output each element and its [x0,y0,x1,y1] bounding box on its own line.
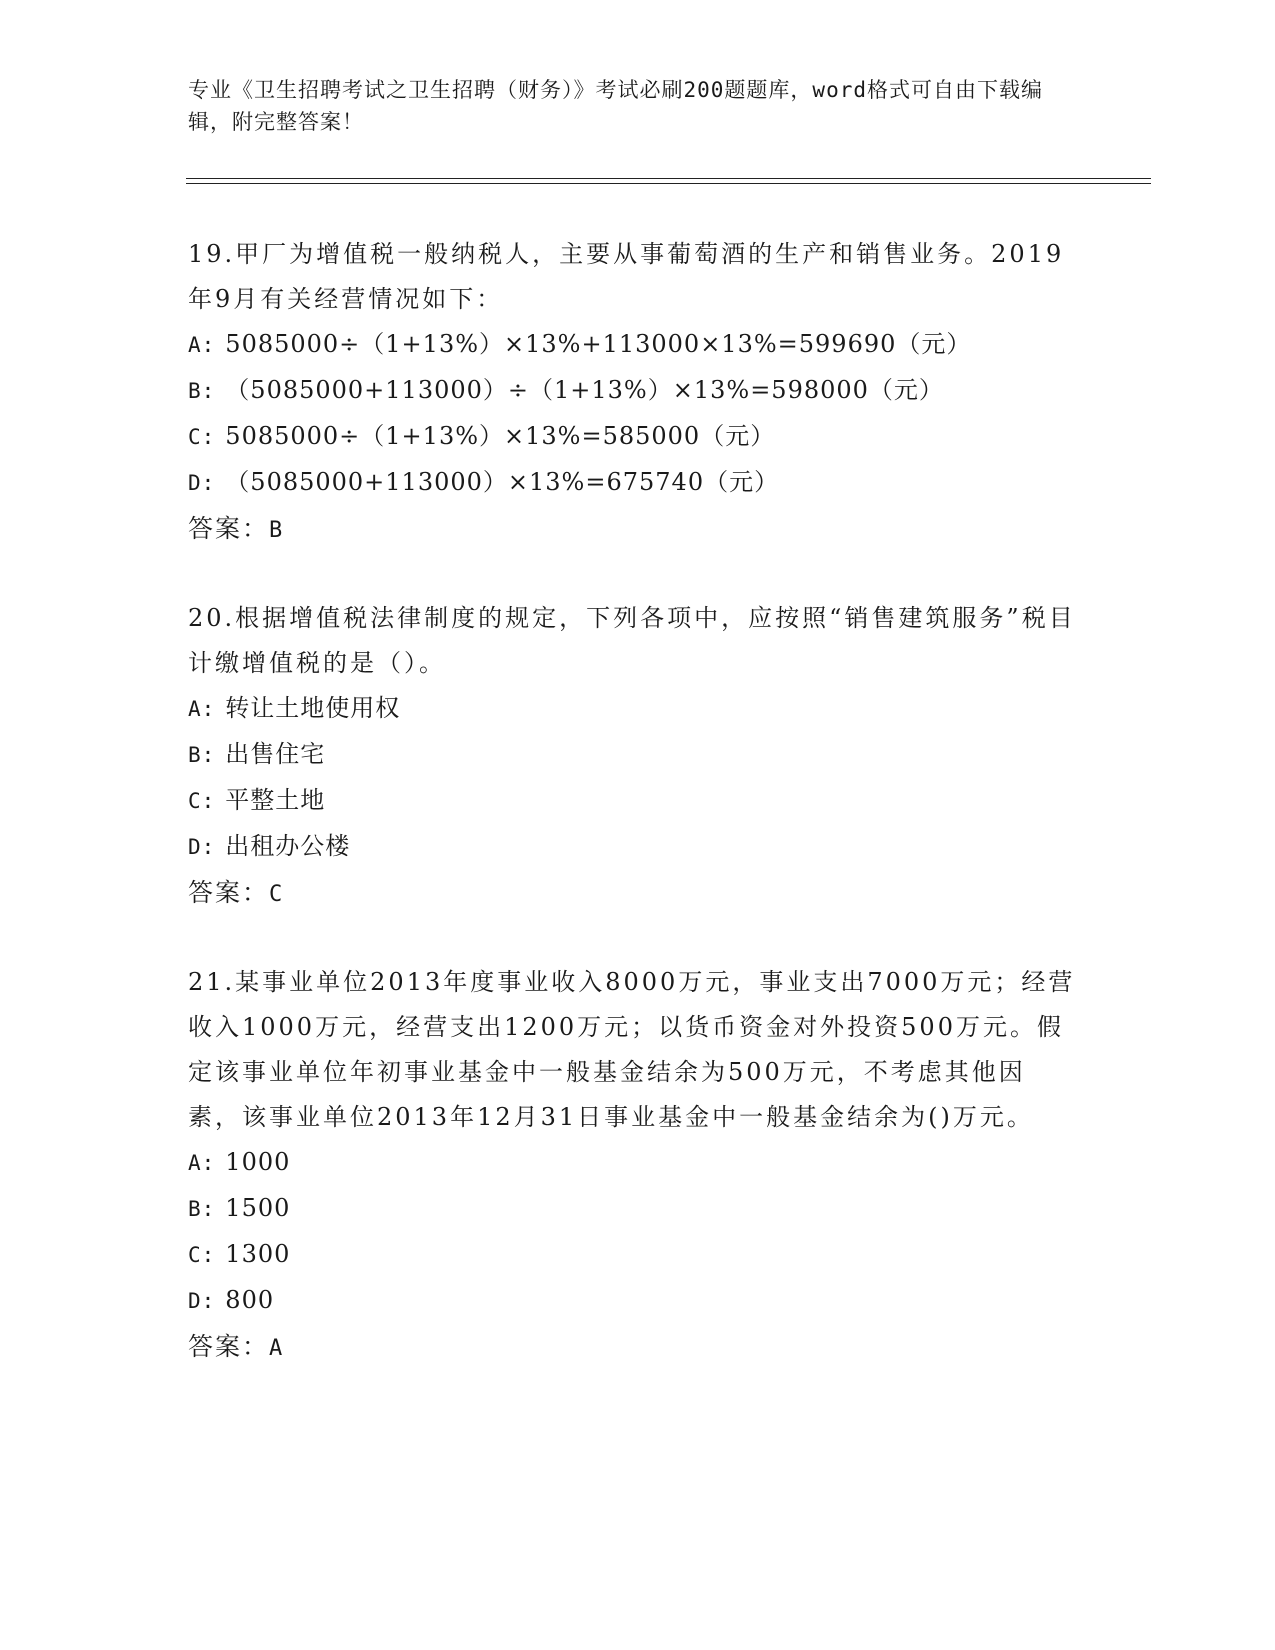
question-stem: 19.甲厂为增值税一般纳税人，主要从事葡萄酒的生产和销售业务。2019年9月有关经营情况如下： [188,240,1065,313]
header-divider-bottom [186,183,1151,184]
option-text: 出售住宅 [225,740,326,768]
answer-line [188,506,1078,553]
option-d [188,1278,1078,1324]
question-stem: 20.根据增值税法律制度的规定，下列各项中，应按照“销售建筑服务”税目计缴增值税的是（）。 [188,604,1076,677]
option-d [188,460,1078,506]
question-21 [188,960,1078,1371]
option-a [188,1140,1078,1186]
option-c [188,778,1078,824]
answer-label: 答案： [188,1332,270,1361]
option-b [188,732,1078,778]
option-a [188,322,1078,368]
answer-line [188,1324,1078,1371]
option-letter: D: [188,1289,216,1313]
option-a [188,686,1078,732]
option-letter: A: [188,333,216,357]
option-text: 1500 [225,1194,291,1222]
answer-value: B [269,518,285,543]
option-d [188,824,1078,870]
option-letter: A: [188,1151,216,1175]
option-letter: B: [188,743,216,767]
option-text: （5085000+113000）×13%=675740（元） [225,468,780,496]
answer-value: A [269,1336,285,1361]
option-text: （5085000+113000）÷（1+13%）×13%=598000（元） [225,376,944,404]
option-b [188,1186,1078,1232]
option-letter: B: [188,1197,216,1221]
question-19 [188,232,1078,553]
question-stem: 21.某事业单位2013年度事业收入8000万元，事业支出7000万元；经营收入1000万元，经营支出1200万元；以货币资金对外投资500万元。假定该事业单位年初事业基金中一般基金结余为500万元，不考虑其他因素，该事业单位2013年12月31日事业基金中一般基金结余为()万元。 [188,968,1076,1131]
option-c [188,1232,1078,1278]
option-text: 平整土地 [225,786,326,814]
option-letter: D: [188,835,216,859]
option-text: 出租办公楼 [225,832,351,860]
option-letter: B: [188,379,216,403]
answer-label: 答案： [188,514,270,543]
option-letter: C: [188,425,216,449]
option-b [188,368,1078,414]
answer-label: 答案： [188,878,270,907]
option-letter: C: [188,789,216,813]
option-text: 5085000÷（1+13%）×13%+113000×13%=599690（元） [225,330,972,358]
answer-value: C [269,882,285,907]
option-text: 5085000÷（1+13%）×13%=585000（元） [225,422,776,450]
answer-line [188,870,1078,917]
header-divider-top [186,178,1151,179]
option-text: 1300 [225,1240,291,1268]
option-letter: D: [188,471,216,495]
option-text: 800 [225,1286,275,1314]
question-20 [188,596,1078,917]
option-letter: A: [188,697,216,721]
document-header: 专业《卫生招聘考试之卫生招聘（财务）》考试必刷200题题库，word格式可自由下载编辑，附完整答案！ [188,78,1043,134]
option-text: 转让土地使用权 [225,694,401,722]
option-text: 1000 [225,1148,291,1176]
option-c [188,414,1078,460]
option-letter: C: [188,1243,216,1267]
